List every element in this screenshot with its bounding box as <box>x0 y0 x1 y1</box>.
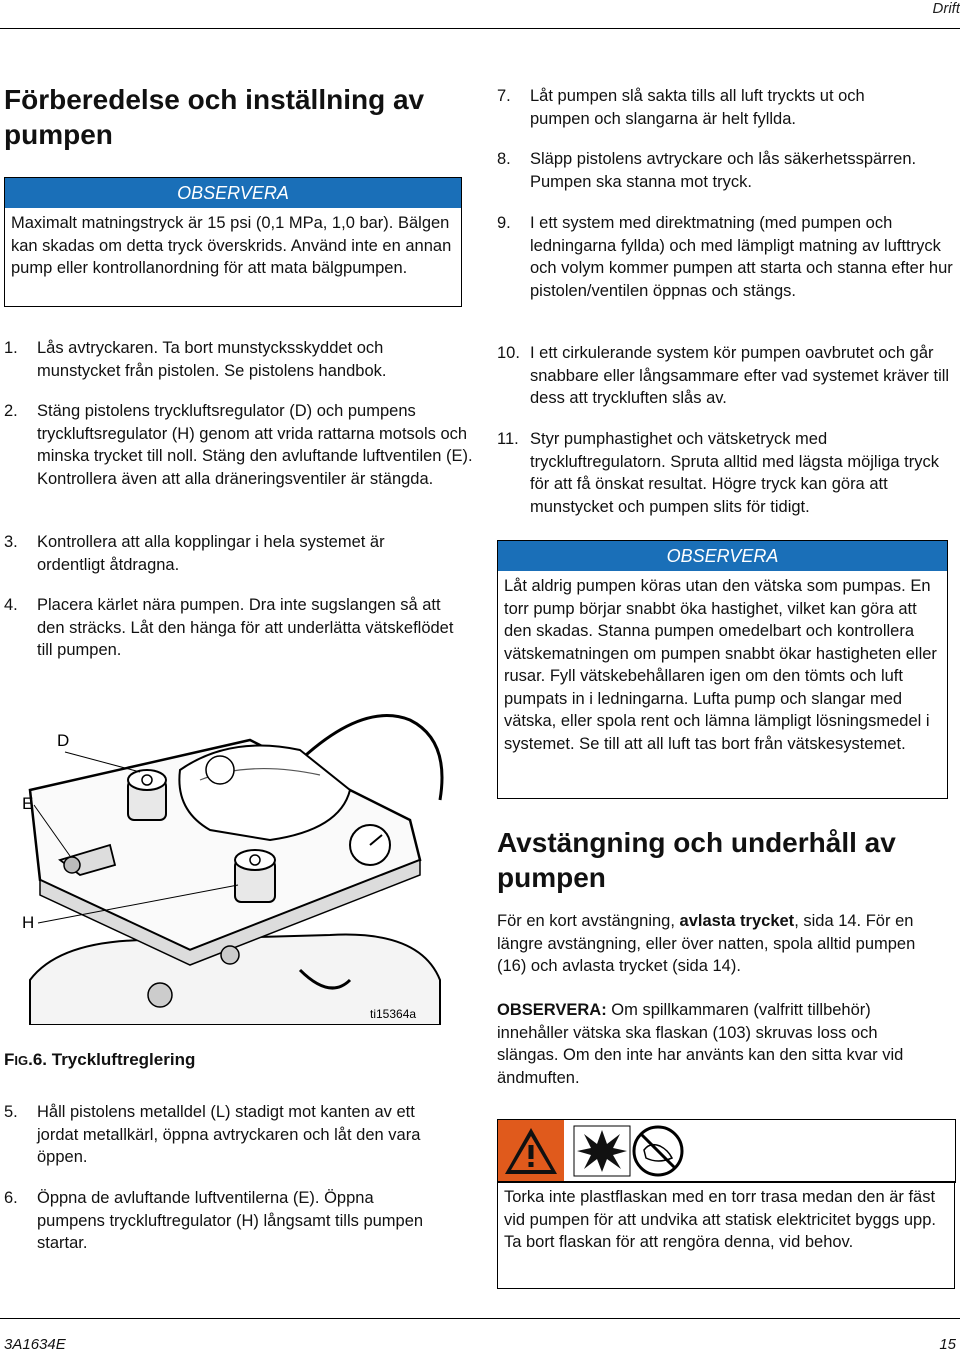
regulator-knob-d <box>128 770 166 820</box>
step-text: Lås avtryckaren. Ta bort munstycksskyddet och munstycket från pistolen. Se pistolens handbok. <box>37 339 387 380</box>
figure-caption <box>4 1050 195 1070</box>
step-9 <box>497 212 955 302</box>
step-text: Placera kärlet nära pumpen. Dra inte sugslangen så att den sträcks. Låt den hänga för att underlätta vätskeflödet till pumpen. <box>37 596 454 659</box>
step-number: 11. <box>497 430 519 448</box>
step-number: 3. <box>4 533 18 551</box>
note-text: Om spillkammaren (valfritt tillbehör) innehåller vätska ska flaskan (103) skruvas loss och slängas. Om den inte har använts kan den sitta kvar vid ändmuften. <box>497 1001 904 1087</box>
step-11 <box>497 428 955 518</box>
header-rule <box>0 28 960 29</box>
step-text: Låt pumpen slå sakta tills all luft tryckts ut och pumpen och slangarna är helt fyllda. <box>530 87 865 128</box>
step-8 <box>497 148 942 193</box>
no-rag-icon <box>634 1127 682 1175</box>
shutdown-title: Avstängning och underhåll av pumpen <box>497 827 896 893</box>
section-header: Drift <box>932 0 960 17</box>
warning-icon-strip <box>497 1119 956 1183</box>
step-number: 9. <box>497 214 511 232</box>
notice-text: Låt aldrig pumpen köras utan den vätska som pumpas. En torr pump börjar snabbt öka hastighet, vilket kan göra att den skadas. Stanna pumpen omedelbart och kontrollera vätskematningen om pumpen snabbt ökar hastigheten eller rusar. Fyll vätskebehållaren igen om den tömts och luft pumpats in i ledningarna. Lufta pump och slangar med vätska, eller spola rent och lämna lämpligt lösningsmedel i systemet. Se till att all luft tas bort från vätskesystemet. <box>504 577 937 753</box>
notice-box-pressure <box>4 177 462 307</box>
note-label: OBSERVERA: <box>497 1001 607 1019</box>
step-number: 8. <box>497 150 511 168</box>
warning-text-box: Torka inte plastflaskan med en torr trasa medan den är fäst vid pumpen för att undvika att statisk elektricitet byggs upp. Ta bort flaskan för att rengöra denna, vid behov. <box>497 1181 955 1289</box>
relieve-pressure-emphasis: avlasta trycket <box>679 912 795 930</box>
step-5 <box>4 1101 460 1169</box>
step-text: Styr pumphastighet och vätsketryck med tryckluftregulatorn. Spruta alltid med lägsta möjliga tryck för att få önskat resultat. Högre tryck kan göra att munstycket och pumpen slits för tidigt. <box>530 430 940 516</box>
step-7 <box>497 85 927 130</box>
shutdown-text-pre: För en kort avstängning, <box>497 912 680 930</box>
explosion-icon <box>574 1126 630 1176</box>
step-text: I ett system med direktmatning (med pumpen och ledningarna fyllda) och med lämpligt matning av lufttryck och volym kommer pumpen att starta och stanna efter hur pistolen/ventilen öppnas och stängs. <box>530 214 953 300</box>
shutdown-text-post: , sida 14. För en längre avstängning, eller över natten, spola alltid pumpen (16) och avlasta trycket (sida 14). <box>497 912 916 975</box>
caption-prefix-f: F <box>4 1050 15 1069</box>
doc-code: 3A1634E <box>4 1336 66 1353</box>
step-10 <box>497 342 955 410</box>
fitting <box>148 983 172 1007</box>
page-title: Förberedelse och inställning av pumpen <box>4 84 425 150</box>
notice-text: Maximalt matningstryck är 15 psi (0,1 MPa, 1,0 bar). Bälgen kan skadas om detta tryck överskrids. Använd inte en annan pump eller kontrollanordning för att mata bälgpumpen. <box>11 214 452 277</box>
step-2 <box>4 400 474 490</box>
step-text: Öppna de avluftande luftventilerna (E). Öppna pumpens tryckluftregulator (H) långsamt tills pumpen startar. <box>37 1189 424 1252</box>
step-number: 1. <box>4 339 18 357</box>
footer-rule <box>0 1318 960 1319</box>
page-number: 15 <box>939 1336 956 1353</box>
label-h: H <box>22 913 35 932</box>
label-e: E <box>22 794 34 813</box>
step-number: 7. <box>497 87 511 105</box>
notice-label: OBSERVERA <box>498 541 947 571</box>
step-text: Stäng pistolens tryckluftsregulator (D) och pumpens tryckluftsregulator (H) genom att vrida rattarna motsols och minska trycket till noll. Stäng den avluftande luftventilen (E). Kontrollera även att alla dräneringsventiler är stängda. <box>37 402 473 488</box>
leader-d <box>65 752 140 772</box>
fitting <box>221 946 239 964</box>
back-gauge <box>206 756 234 784</box>
notice-box-dry-run <box>497 540 948 799</box>
step-text: Håll pistolens metalldel (L) stadigt mot kanten av ett jordat metallkärl, öppna avtryckaren och låt den vara öppen. <box>37 1103 421 1166</box>
figure-ref: ti15364a <box>370 1007 417 1021</box>
regulator-knob-h <box>235 850 275 902</box>
step-text: I ett cirkulerande system kör pumpen oavbrutet och går snabbare eller långsammare efter vad systemet kräver till dess att tryckluften slås av. <box>530 344 950 407</box>
step-number: 2. <box>4 402 18 420</box>
step-number: 4. <box>4 596 18 614</box>
step-text: Kontrollera att alla kopplingar i hela systemet är ordentligt åtdragna. <box>37 533 385 574</box>
caption-text: .6. Tryckluftreglering <box>28 1050 196 1069</box>
step-3 <box>4 531 424 576</box>
pump-regulator-figure <box>0 680 470 1025</box>
step-1 <box>4 337 452 382</box>
step-text: Släpp pistolens avtryckare och lås säkerhetsspärren. Pumpen ska stanna mot tryck. <box>530 150 917 191</box>
step-number: 5. <box>4 1103 18 1121</box>
bleed-valve-e <box>64 857 80 873</box>
label-d: D <box>57 731 70 750</box>
spill-chamber-note <box>497 999 937 1089</box>
shutdown-paragraph <box>497 910 917 978</box>
step-6 <box>4 1187 424 1255</box>
step-number: 6. <box>4 1189 18 1207</box>
notice-label: OBSERVERA <box>5 178 461 208</box>
step-number: 10. <box>497 344 520 362</box>
step-4 <box>4 594 460 662</box>
caption-prefix-ig: IG <box>14 1053 29 1068</box>
